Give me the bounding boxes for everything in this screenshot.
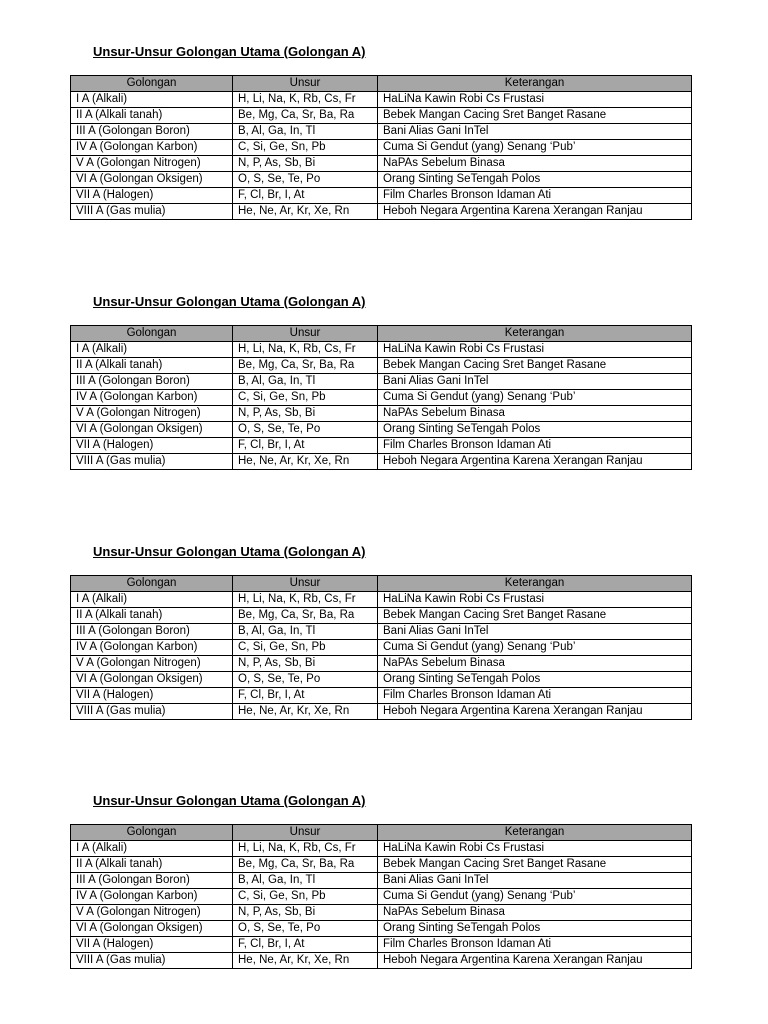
- cell-unsur: N, P, As, Sb, Bi: [233, 656, 378, 672]
- table-row: [71, 342, 692, 358]
- table-row: [71, 841, 692, 857]
- table-row: [71, 140, 692, 156]
- cell-unsur: H, Li, Na, K, Rb, Cs, Fr: [233, 592, 378, 608]
- cell-keterangan: Cuma Si Gendut (yang) Senang ‘Pub’: [378, 140, 692, 156]
- table-row: [71, 937, 692, 953]
- cell-golongan: III A (Golongan Boron): [71, 124, 233, 140]
- cell-unsur: C, Si, Ge, Sn, Pb: [233, 889, 378, 905]
- cell-keterangan: Cuma Si Gendut (yang) Senang ‘Pub’: [378, 640, 692, 656]
- cell-unsur: B, Al, Ga, In, Tl: [233, 124, 378, 140]
- cell-unsur: B, Al, Ga, In, Tl: [233, 624, 378, 640]
- cell-unsur: O, S, Se, Te, Po: [233, 172, 378, 188]
- cell-keterangan: HaLiNa Kawin Robi Cs Frustasi: [378, 592, 692, 608]
- column-header-unsur: Unsur: [233, 576, 378, 592]
- table-row: [71, 889, 692, 905]
- cell-keterangan: NaPAs Sebelum Binasa: [378, 656, 692, 672]
- table-row: [71, 188, 692, 204]
- table-row: [71, 656, 692, 672]
- cell-golongan: VIII A (Gas mulia): [71, 454, 233, 470]
- cell-unsur: B, Al, Ga, In, Tl: [233, 873, 378, 889]
- cell-golongan: I A (Alkali): [71, 592, 233, 608]
- column-header-golongan: Golongan: [71, 76, 233, 92]
- table-row: [71, 406, 692, 422]
- cell-golongan: IV A (Golongan Karbon): [71, 390, 233, 406]
- cell-unsur: F, Cl, Br, I, At: [233, 688, 378, 704]
- cell-keterangan: Film Charles Bronson Idaman Ati: [378, 688, 692, 704]
- cell-keterangan: Cuma Si Gendut (yang) Senang ‘Pub’: [378, 390, 692, 406]
- cell-golongan: III A (Golongan Boron): [71, 624, 233, 640]
- cell-golongan: VIII A (Gas mulia): [71, 704, 233, 720]
- cell-golongan: III A (Golongan Boron): [71, 374, 233, 390]
- table-row: [71, 438, 692, 454]
- table-row: [71, 108, 692, 124]
- cell-golongan: VII A (Halogen): [71, 688, 233, 704]
- cell-golongan: V A (Golongan Nitrogen): [71, 156, 233, 172]
- column-header-unsur: Unsur: [233, 76, 378, 92]
- column-header-keterangan: Keterangan: [378, 76, 692, 92]
- cell-keterangan: Film Charles Bronson Idaman Ati: [378, 937, 692, 953]
- table-header-row: [71, 576, 692, 592]
- cell-keterangan: Film Charles Bronson Idaman Ati: [378, 438, 692, 454]
- cell-keterangan: Heboh Negara Argentina Karena Xerangan Ranjau: [378, 704, 692, 720]
- section-title: Unsur-Unsur Golongan Utama (Golongan A): [93, 44, 366, 59]
- cell-golongan: VIII A (Gas mulia): [71, 953, 233, 969]
- cell-keterangan: Bebek Mangan Cacing Sret Banget Rasane: [378, 857, 692, 873]
- table-row: [71, 124, 692, 140]
- cell-keterangan: HaLiNa Kawin Robi Cs Frustasi: [378, 92, 692, 108]
- column-header-keterangan: Keterangan: [378, 576, 692, 592]
- cell-golongan: VI A (Golongan Oksigen): [71, 921, 233, 937]
- cell-unsur: He, Ne, Ar, Kr, Xe, Rn: [233, 454, 378, 470]
- cell-golongan: VII A (Halogen): [71, 188, 233, 204]
- cell-golongan: II A (Alkali tanah): [71, 857, 233, 873]
- cell-golongan: V A (Golongan Nitrogen): [71, 656, 233, 672]
- cell-unsur: F, Cl, Br, I, At: [233, 188, 378, 204]
- cell-golongan: V A (Golongan Nitrogen): [71, 905, 233, 921]
- section-title: Unsur-Unsur Golongan Utama (Golongan A): [93, 294, 366, 309]
- cell-golongan: III A (Golongan Boron): [71, 873, 233, 889]
- cell-unsur: C, Si, Ge, Sn, Pb: [233, 140, 378, 156]
- table-row: [71, 422, 692, 438]
- cell-keterangan: NaPAs Sebelum Binasa: [378, 905, 692, 921]
- table-row: [71, 390, 692, 406]
- cell-golongan: II A (Alkali tanah): [71, 358, 233, 374]
- cell-keterangan: Heboh Negara Argentina Karena Xerangan Ranjau: [378, 454, 692, 470]
- cell-golongan: IV A (Golongan Karbon): [71, 889, 233, 905]
- cell-unsur: Be, Mg, Ca, Sr, Ba, Ra: [233, 358, 378, 374]
- table-row: [71, 608, 692, 624]
- table-row: [71, 454, 692, 470]
- table-row: [71, 704, 692, 720]
- cell-unsur: O, S, Se, Te, Po: [233, 422, 378, 438]
- cell-golongan: I A (Alkali): [71, 342, 233, 358]
- cell-keterangan: Orang Sinting SeTengah Polos: [378, 172, 692, 188]
- table-row: [71, 592, 692, 608]
- cell-unsur: C, Si, Ge, Sn, Pb: [233, 640, 378, 656]
- column-header-golongan: Golongan: [71, 326, 233, 342]
- cell-keterangan: Orang Sinting SeTengah Polos: [378, 672, 692, 688]
- cell-unsur: H, Li, Na, K, Rb, Cs, Fr: [233, 342, 378, 358]
- cell-keterangan: Film Charles Bronson Idaman Ati: [378, 188, 692, 204]
- element-group-table: [70, 824, 692, 969]
- cell-keterangan: NaPAs Sebelum Binasa: [378, 406, 692, 422]
- cell-golongan: V A (Golongan Nitrogen): [71, 406, 233, 422]
- table-row: [71, 921, 692, 937]
- table-row: [71, 358, 692, 374]
- table-row: [71, 640, 692, 656]
- table-row: [71, 905, 692, 921]
- table-row: [71, 688, 692, 704]
- cell-unsur: F, Cl, Br, I, At: [233, 438, 378, 454]
- cell-unsur: He, Ne, Ar, Kr, Xe, Rn: [233, 704, 378, 720]
- column-header-keterangan: Keterangan: [378, 825, 692, 841]
- cell-keterangan: Bebek Mangan Cacing Sret Banget Rasane: [378, 108, 692, 124]
- cell-golongan: II A (Alkali tanah): [71, 608, 233, 624]
- cell-unsur: H, Li, Na, K, Rb, Cs, Fr: [233, 841, 378, 857]
- element-group-table: [70, 325, 692, 470]
- cell-golongan: I A (Alkali): [71, 841, 233, 857]
- table-row: [71, 374, 692, 390]
- table-row: [71, 953, 692, 969]
- section-title: Unsur-Unsur Golongan Utama (Golongan A): [93, 793, 366, 808]
- table-header-row: [71, 326, 692, 342]
- table-row: [71, 873, 692, 889]
- cell-keterangan: Bebek Mangan Cacing Sret Banget Rasane: [378, 608, 692, 624]
- cell-keterangan: Bebek Mangan Cacing Sret Banget Rasane: [378, 358, 692, 374]
- cell-unsur: Be, Mg, Ca, Sr, Ba, Ra: [233, 608, 378, 624]
- cell-keterangan: Orang Sinting SeTengah Polos: [378, 921, 692, 937]
- table-row: [71, 156, 692, 172]
- cell-golongan: IV A (Golongan Karbon): [71, 640, 233, 656]
- cell-keterangan: HaLiNa Kawin Robi Cs Frustasi: [378, 841, 692, 857]
- column-header-golongan: Golongan: [71, 825, 233, 841]
- cell-unsur: O, S, Se, Te, Po: [233, 672, 378, 688]
- cell-unsur: Be, Mg, Ca, Sr, Ba, Ra: [233, 108, 378, 124]
- cell-golongan: IV A (Golongan Karbon): [71, 140, 233, 156]
- cell-keterangan: HaLiNa Kawin Robi Cs Frustasi: [378, 342, 692, 358]
- cell-unsur: O, S, Se, Te, Po: [233, 921, 378, 937]
- cell-golongan: VI A (Golongan Oksigen): [71, 422, 233, 438]
- column-header-golongan: Golongan: [71, 576, 233, 592]
- table-header-row: [71, 825, 692, 841]
- cell-keterangan: Bani Alias Gani InTel: [378, 873, 692, 889]
- table-row: [71, 672, 692, 688]
- element-group-table: [70, 575, 692, 720]
- cell-keterangan: Cuma Si Gendut (yang) Senang ‘Pub’: [378, 889, 692, 905]
- element-group-table: [70, 75, 692, 220]
- table-row: [71, 624, 692, 640]
- table-row: [71, 857, 692, 873]
- cell-golongan: VIII A (Gas mulia): [71, 204, 233, 220]
- cell-golongan: II A (Alkali tanah): [71, 108, 233, 124]
- column-header-keterangan: Keterangan: [378, 326, 692, 342]
- cell-golongan: VI A (Golongan Oksigen): [71, 172, 233, 188]
- table-row: [71, 172, 692, 188]
- cell-keterangan: Heboh Negara Argentina Karena Xerangan Ranjau: [378, 953, 692, 969]
- cell-unsur: B, Al, Ga, In, Tl: [233, 374, 378, 390]
- cell-unsur: He, Ne, Ar, Kr, Xe, Rn: [233, 953, 378, 969]
- cell-unsur: Be, Mg, Ca, Sr, Ba, Ra: [233, 857, 378, 873]
- cell-unsur: N, P, As, Sb, Bi: [233, 156, 378, 172]
- cell-unsur: N, P, As, Sb, Bi: [233, 406, 378, 422]
- cell-keterangan: NaPAs Sebelum Binasa: [378, 156, 692, 172]
- cell-unsur: He, Ne, Ar, Kr, Xe, Rn: [233, 204, 378, 220]
- cell-unsur: C, Si, Ge, Sn, Pb: [233, 390, 378, 406]
- cell-golongan: I A (Alkali): [71, 92, 233, 108]
- table-row: [71, 204, 692, 220]
- section-title: Unsur-Unsur Golongan Utama (Golongan A): [93, 544, 366, 559]
- cell-keterangan: Heboh Negara Argentina Karena Xerangan Ranjau: [378, 204, 692, 220]
- cell-keterangan: Orang Sinting SeTengah Polos: [378, 422, 692, 438]
- cell-golongan: VII A (Halogen): [71, 438, 233, 454]
- column-header-unsur: Unsur: [233, 326, 378, 342]
- cell-keterangan: Bani Alias Gani InTel: [378, 624, 692, 640]
- cell-keterangan: Bani Alias Gani InTel: [378, 124, 692, 140]
- table-row: [71, 92, 692, 108]
- cell-unsur: F, Cl, Br, I, At: [233, 937, 378, 953]
- cell-golongan: VI A (Golongan Oksigen): [71, 672, 233, 688]
- table-header-row: [71, 76, 692, 92]
- cell-golongan: VII A (Halogen): [71, 937, 233, 953]
- cell-unsur: N, P, As, Sb, Bi: [233, 905, 378, 921]
- column-header-unsur: Unsur: [233, 825, 378, 841]
- cell-unsur: H, Li, Na, K, Rb, Cs, Fr: [233, 92, 378, 108]
- cell-keterangan: Bani Alias Gani InTel: [378, 374, 692, 390]
